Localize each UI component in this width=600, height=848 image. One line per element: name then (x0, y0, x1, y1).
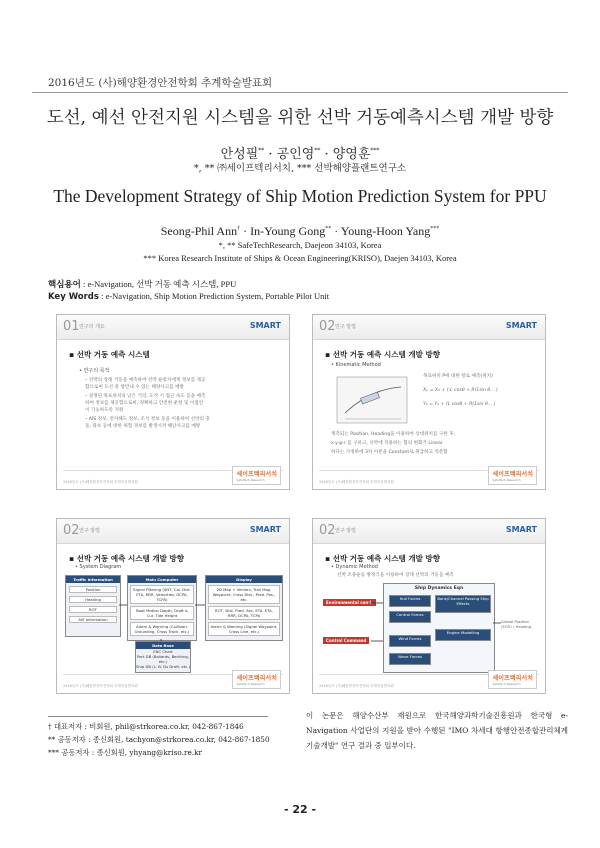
database-box: Data Base ENC Chart Port DB (Bollards, Berthing, etc.) Ship DB (L, B, Ds Draft, etc.) (135, 641, 191, 673)
keywords-en-text: : e-Navigation, Ship Motion Prediction System, Portable Pilot Unit (98, 291, 330, 301)
control-forces-box: Control Forces (389, 611, 431, 623)
title-korean: 도선, 예선 안전지원 시스템을 위한 선박 거동예측시스템 개발 방향 (46, 108, 554, 128)
slide-section: 연구 방법 (335, 528, 356, 534)
author-en-1-mark: † (237, 226, 241, 232)
keywords-ko-label: 핵심용어 (48, 280, 81, 290)
brand-logo: 세이프텍리서치 SafeTech Research (488, 670, 537, 689)
wave-forces-box: Wave Forces (389, 653, 431, 665)
author-ko-3: · 양영훈 (320, 147, 371, 162)
slide-4 (312, 518, 546, 694)
slide-line: – 설정된 목표위치의 남은 거리, 도착 시 접근 속도 등을 예측 (85, 394, 206, 399)
slide-subtitle: • Dynamic Method (331, 564, 378, 570)
slide-3 (56, 518, 290, 694)
acknowledgement-text: 이 논문은 해양수산부 재원으로 한국해양과학기술진흥원과 한국형 e-Navigation 사업단의 지원을 받아 수행된 "IMO 차세대 항행안전종합관리체계 기술개발" 연구 결과 중 일부이다. (306, 711, 568, 750)
output-label: Global Position (EOS) / Heading (501, 619, 532, 629)
brand-logo: 세이프텍리서치 SafeTech Research (232, 466, 281, 485)
slide-1 (56, 314, 290, 490)
slide-footer: 2016년도 (사)해양환경안전학회 추계학술발표회 (319, 684, 394, 688)
footnote-3: *** 공동저자 : 종신회원, yhyang@kriso.re.kr (48, 748, 202, 757)
smart-logo: SMART (249, 525, 281, 534)
author-en-3: · Young-Hoon Yang (331, 224, 431, 238)
engine-modelling-box: Engine Modelling (435, 629, 491, 641)
smart-logo: SMART (249, 321, 281, 330)
page-number: - 22 - (283, 803, 317, 816)
author-en-2: · In-Young Gong (240, 224, 326, 238)
slide-line: 돌, 좌초 등에 대한 위험 경보를 발생시켜 해난사고를 예방 (85, 424, 201, 429)
slide-line: – 선박의 장래 거동을 예측하여 선박 운항자에게 정보를 제공 (85, 378, 206, 383)
keywords-en-label: Key Words (48, 292, 99, 302)
author-ko-2: · 공인영 (264, 147, 315, 162)
slide-line: 이 가능하도록 지원 (85, 408, 124, 413)
title-english: The Development Strategy of Ship Motion Prediction System for PPU (53, 186, 547, 206)
authors-english (0, 224, 600, 239)
slide-section: 연구 방법 (79, 528, 100, 534)
affiliation-english-1: *, ** SafeTechResearch, Daejeon 34103, Korea (218, 240, 382, 250)
slide-line: 함으로써 도선 중 항만내 수 있는 해양사고를 예방 (85, 385, 184, 390)
slide-footer: 2016년도 (사)해양환경안전학회 추계학술발표회 (63, 684, 138, 688)
dynamic-arrows (313, 519, 545, 693)
header-rule (32, 92, 568, 93)
slide-section: 연구 방법 (335, 324, 356, 330)
slide-number: 01 (63, 319, 80, 334)
slide-line: 하여 정보를 제공함으로써, 정확하고 안전한 운항 및 이접안 (85, 401, 204, 406)
slide-2 (312, 314, 546, 490)
brand-logo: 세이프텍리서치 SafeTech Research (488, 466, 537, 485)
author-en-1: Seong-Phil Ann (160, 224, 238, 238)
affiliation-english-2: *** Korea Research Institute of Ships & Ocean Engineering(KRISO), Daejen 34103, Korea (143, 253, 457, 263)
keywords-ko-text: : e-Navigation, 선박 거동 예측 시스템, PPU (80, 279, 237, 289)
author-ko-1: 안성필 (220, 147, 259, 162)
diagram-arrows (57, 519, 289, 693)
footnote-1: † 대표저자 : 비회원, phil@strkorea.co.kr, 042-867-1846 (48, 722, 244, 731)
slide-footer: 2016년도 (사)해양환경안전학회 추계학술발표회 (319, 480, 394, 484)
author-ko-1-mark: ** (258, 147, 265, 155)
slide-subtitle: • System Diagram (75, 564, 122, 570)
conference-name: 2016년도 (사)해양환경안전학회 추계학술발표회 (48, 77, 273, 89)
display-box: Display 2D Map + Vectors, Trail Map, Waypoint, Cross Dist., Pred. Pos., etc. ROT, Dist. Pred. Sec, ETA, ETA, RRR, DCPA, TCPA Alarm & Warning (Signal Waypoint, Cross Line, etc.) (205, 575, 283, 641)
slide-line: 계측되는 Position, Heading을 이용하여 상대위치를 구한 후, (331, 432, 456, 437)
slide-title: ▪ 선박 거동 예측 시스템 개발 방향 (69, 554, 184, 563)
author-ko-2-mark: ** (314, 147, 321, 155)
slide-subtitle: • Kinematic Method (331, 362, 381, 368)
slide-footer: 2016년도 (사)해양환경안전학회 추계학술발표회 (63, 480, 138, 484)
slide-number: 02 (319, 319, 336, 334)
env-cond-box: Environmental cond. (323, 599, 376, 606)
author-en-3-mark: *** (430, 226, 440, 232)
author-en-2-mark: ** (325, 226, 332, 232)
slide-line: 하다는 가정하에 3차 이론을 Constant로 취급하고 적분함 (331, 450, 448, 455)
email-link: phil@strkorea.co.kr, (115, 722, 190, 731)
control-command-box: Control Command (323, 637, 369, 644)
slide-line: x·y·ψ·r 를 구하고, 선박에 작용하는 힘의 변화가 Linear (331, 441, 443, 446)
slide-title: ▪ 선박 거동 예측 시스템 개발 방향 (325, 554, 440, 563)
slide-line: 목표위치 P에 대한 항로 예측(위치) (423, 374, 493, 379)
bank-channel-box: Bank/Channel Passing Ship Effects (435, 595, 491, 613)
email-link: tachyon@strkorea.co.kr, (125, 735, 216, 744)
slide-section: 연구의 개요 (79, 324, 105, 330)
slide-title: ▪ 선박 거동 예측 시스템 (69, 350, 150, 359)
slide-line: 선박 조종운동 방정식을 이용하여 장래 선박의 거동을 예측 (337, 573, 454, 578)
author-ko-3-mark: *** (370, 147, 380, 155)
wind-forces-box: Wind Forces (389, 635, 431, 647)
brand-logo: 세이프텍리서치 SafeTech Research (232, 670, 281, 689)
affiliation-korean: *, ** ㈜세이프텍리서치, *** 선박해양플랜트연구소 (193, 163, 407, 174)
ship-dynamics-box: Ship Dynamics Eqn (383, 583, 495, 673)
slide-number: 02 (319, 523, 336, 538)
main-computer-box: Main Computer Signal Filtering (SNT, Cal. Dist. ETA, RRR, Velocities, DCPA, TCPA) Boat Motion Depth, Draft & Cur. Tide Height Alarm & Warning (Collision, Grounding, Cross Track, etc.) (127, 575, 197, 641)
slide-line: – AIS 정보, 전자해도 정보, 조석 정보 등을 이용하여 선박의 충 (85, 417, 210, 422)
slide-number: 02 (63, 523, 80, 538)
footnote-2: ** 공동저자 : 종신회원, tachyon@strkorea.co.kr, 042-867-1850 (48, 735, 270, 744)
keywords-korean (48, 278, 236, 290)
slide-equation: Yₚ = Y₀ + (L cosθ + R(1sin θ... ) (423, 402, 496, 407)
slide-title: ▪ 선박 거동 예측 시스템 개발 방향 (325, 350, 440, 359)
slide-equation: Xₚ = X₀ + (-L cosθ + R(1sin θ... ) (423, 388, 498, 393)
smart-logo: SMART (505, 321, 537, 330)
email-link: yhyang@kriso.re.kr (129, 748, 202, 757)
smart-logo: SMART (505, 525, 537, 534)
keywords-english (48, 291, 329, 302)
slide-subtitle: • 연구의 목적 (79, 368, 110, 374)
ship-trajectory-figure (331, 369, 421, 429)
footnote-rule (48, 716, 268, 717)
hull-forces-box: Hull Forces (389, 595, 431, 607)
traffic-info-box: Traffic Information Position Heading ROT AIS Information (65, 575, 121, 637)
